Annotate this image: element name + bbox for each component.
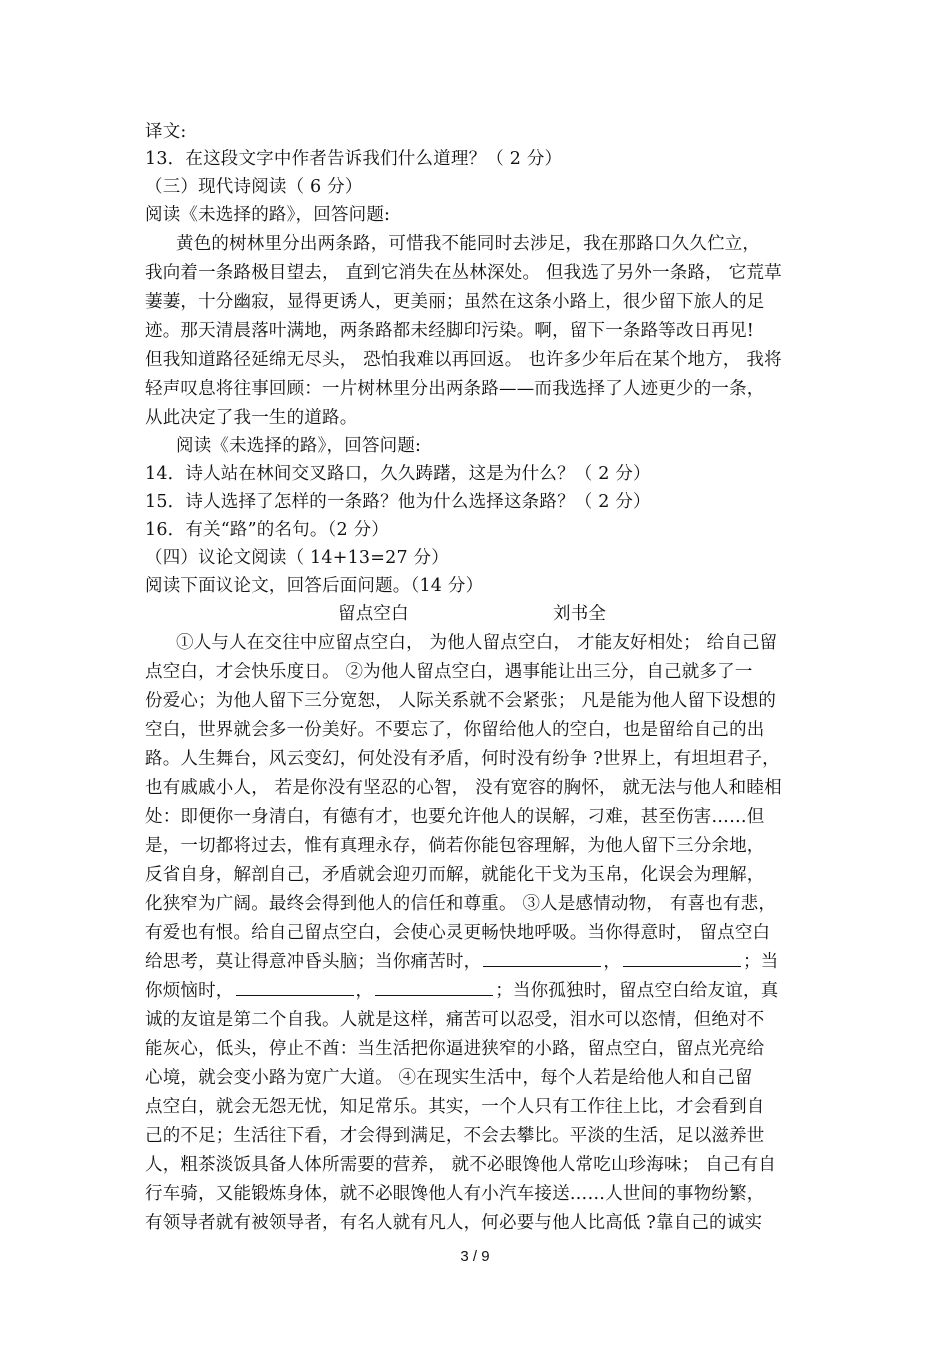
article-line: 路。人生舞台，风云变幻，何处没有矛盾，何时没有纷争 ?世界上，有坦坦君子， — [145, 749, 780, 769]
poem-line: 我向着一条路极目望去， 直到它消失在丛林深处。 但我选了另外一条路， 它荒草 — [145, 263, 782, 283]
article-line: 空白，世界就会多一份美好。不要忘了，你留给他人的空白，也是留给自己的出 — [145, 720, 765, 740]
poem-line: 迹。那天清晨落叶满地，两条路都未经脚印污染。啊，留下一条路等改日再见! — [145, 321, 755, 341]
reading-instruction: 阅读《未选择的路》，回答问题: — [145, 205, 391, 225]
article-line: 点空白，就会无怨无忧，知足常乐。其实，一个人只有工作往上比，才会看到自 — [145, 1097, 765, 1117]
article-line: 己的不足；生活往下看，才会得到满足，不会去攀比。平淡的生活，足以滋养世 — [145, 1126, 765, 1146]
poem-line: 轻声叹息将往事回顾：一片树林里分出两条路——而我选择了人迹更少的一条， — [145, 379, 765, 399]
article-line-with-blanks — [145, 977, 778, 1005]
question-15: 15．诗人选择了怎样的一条路？他为什么选择这条路？（ 2 分） — [145, 492, 651, 512]
article-line-with-blanks — [145, 948, 778, 976]
question-13: 13．在这段文字中作者告诉我们什么道理？（ 2 分） — [145, 149, 563, 169]
article-title: 留点空白 — [338, 604, 409, 624]
article-line: 份爱心；为他人留下三分宽恕， 人际关系就不会紧张； 凡是能为他人留下设想的 — [145, 691, 777, 711]
answer-blank[interactable] — [623, 950, 741, 967]
translation-label: 译文: — [145, 122, 187, 142]
article-line: 有爱也有恨。给自己留点空白，会使心灵更畅快地呼吸。当你得意时， 留点空白 — [145, 923, 771, 943]
question-16: 16．有关“路”的名句。（2 分） — [145, 520, 390, 540]
article-line: 能灰心，低头，停止不酋：当生活把你逼进狭窄的小路，留点空白，留点光亮给 — [145, 1039, 765, 1059]
question-14: 14．诗人站在林间交叉路口，久久踌躇，这是为什么？（ 2 分） — [145, 464, 651, 484]
answer-blank[interactable] — [483, 950, 601, 967]
page-number: 3 / 9 — [460, 1248, 490, 1265]
article-line: 是，一切都将过去，惟有真理永存，倘若你能包容理解，为他人留下三分余地， — [145, 836, 765, 856]
section-4-heading: （四）议论文阅读（ 14+13=27 分） — [145, 548, 449, 568]
article-line: 也有戚戚小人， 若是你没有坚忍的心智， 没有宽容的胸怀， 就无法与他人和睦相 — [145, 778, 782, 798]
article-line: 反省自身，解剖自己，矛盾就会迎刃而解，就能化干戈为玉帛，化误会为理解， — [145, 865, 765, 885]
article-line: ①人与人在交往中应留点空白， 为他人留点空白， 才能友好相处； 给自己留 — [176, 633, 778, 653]
reading-instruction: 阅读下面议论文，回答后面问题。（14 分） — [145, 576, 484, 596]
article-author: 刘书全 — [553, 604, 607, 624]
line-text: ， — [355, 981, 374, 1001]
poem-line: 黄色的树林里分出两条路，可惜我不能同时去涉足，我在那路口久久伫立， — [176, 234, 761, 254]
article-line: 诚的友谊是第二个自我。人就是这样，痛苦可以忍受，泪水可以恣情，但绝对不 — [145, 1010, 765, 1030]
article-line: 化狭窄为广阔。最终会得到他人的信任和尊重。 ③人是感情动物， 有喜也有悲， — [145, 894, 777, 914]
article-line: 点空白，才会快乐度日。 ②为他人留点空白，遇事能让出三分，自己就多了一 — [145, 662, 753, 682]
article-line: 心境，就会变小路为宽广大道。 ④在现实生活中，每个人若是给他人和自己留 — [145, 1068, 753, 1088]
answer-blank[interactable] — [375, 979, 493, 996]
article-line: 处：即便你一身清白，有德有才，也要允许他人的误解，刁难，甚至伤害……但 — [145, 807, 765, 827]
article-line: 有领导者就有被领导者，有名人就有凡人，何必要与他人比高低 ?靠自己的诚实 — [145, 1213, 763, 1233]
line-text: 你烦恼时， — [145, 981, 234, 1001]
poem-line: 从此决定了我一生的道路。 — [145, 408, 358, 428]
line-text: 给思考，莫让得意冲昏头脑；当你痛苦时， — [145, 952, 482, 972]
line-text: ；当你孤独时，留点空白给友谊，真 — [495, 981, 779, 1001]
answer-blank[interactable] — [236, 979, 354, 996]
line-text: ， — [603, 952, 622, 972]
line-text: ；当 — [743, 952, 779, 972]
section-3-heading: （三）现代诗阅读（ 6 分） — [145, 177, 363, 197]
article-line: 人，粗茶淡饭具备人体所需要的营养， 就不必眼馋他人常吃山珍海味； 自己有自 — [145, 1155, 777, 1175]
reading-instruction: 阅读《未选择的路》，回答问题: — [176, 436, 422, 456]
article-line: 行车骑，又能锻炼身体，就不必眼馋他人有小汽车接送……人世间的事物纷繁， — [145, 1184, 765, 1204]
poem-line: 萋萋，十分幽寂，显得更诱人，更美丽；虽然在这条小路上，很少留下旅人的足 — [145, 292, 765, 312]
poem-line: 但我知道路径延绵无尽头， 恐怕我难以再回返。 也许多少年后在某个地方， 我将 — [145, 350, 782, 370]
